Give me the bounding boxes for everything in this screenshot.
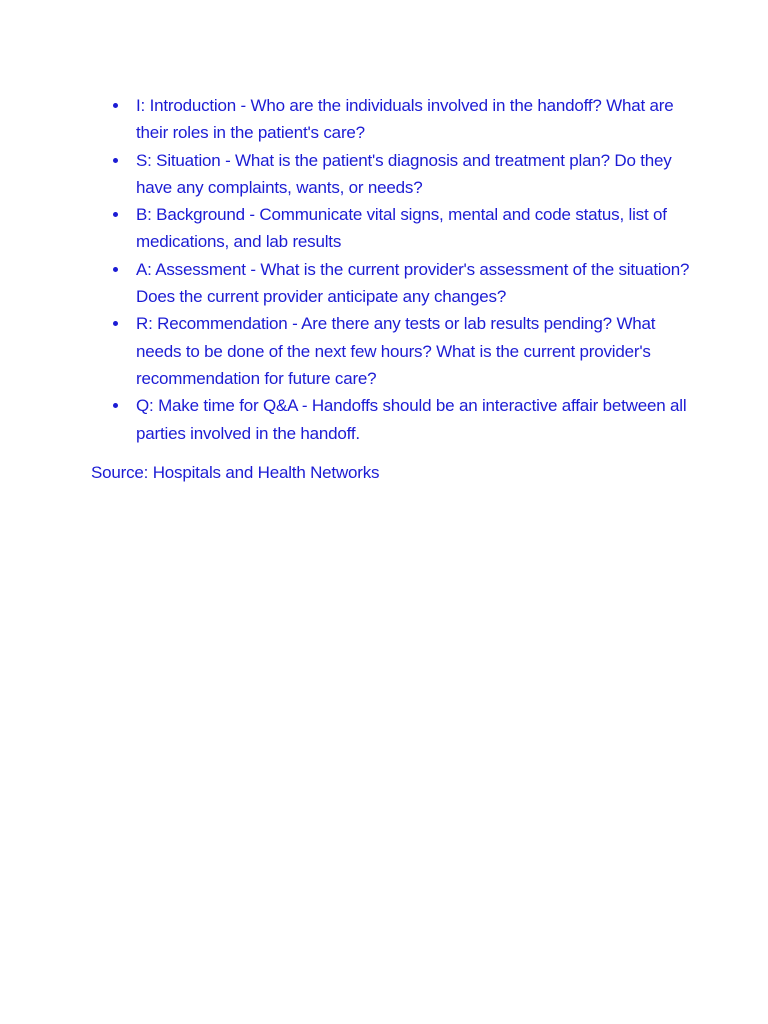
bullet-icon — [113, 403, 118, 408]
list-item-text: A: Assessment - What is the current provider's assessment of the situation? Does the current provider anticipate any changes? — [136, 259, 690, 307]
list-item-text: R: Recommendation - Are there any tests or lab results pending? What needs to be done of the next few hours? What is the current provider's recommendation for future care? — [136, 314, 656, 388]
bullet-icon — [113, 321, 118, 326]
list-item-text: S: Situation - What is the patient's diagnosis and treatment plan? Do they have any complaints, wants, or needs? — [136, 150, 672, 197]
list-item-text: Q: Make time for Q&A - Handoffs should be an interactive affair between all parties involved in the handoff. — [136, 396, 687, 443]
list-item — [113, 92, 703, 147]
handoff-bullet-list — [113, 92, 703, 447]
list-item — [113, 201, 703, 256]
bullet-icon — [113, 212, 118, 217]
bullet-icon — [113, 267, 118, 272]
source-citation: Source: Hospitals and Health Networks — [91, 463, 380, 482]
bullet-icon — [113, 103, 118, 108]
list-item — [113, 392, 703, 447]
list-item — [113, 256, 703, 311]
list-item — [113, 310, 703, 392]
list-item — [113, 147, 703, 202]
bullet-icon — [113, 158, 118, 163]
list-item-text: B: Background - Communicate vital signs, mental and code status, list of medications, and lab results — [136, 205, 667, 252]
list-item-text: I: Introduction - Who are the individuals involved in the handoff? What are their roles in the patient's care? — [136, 96, 674, 143]
